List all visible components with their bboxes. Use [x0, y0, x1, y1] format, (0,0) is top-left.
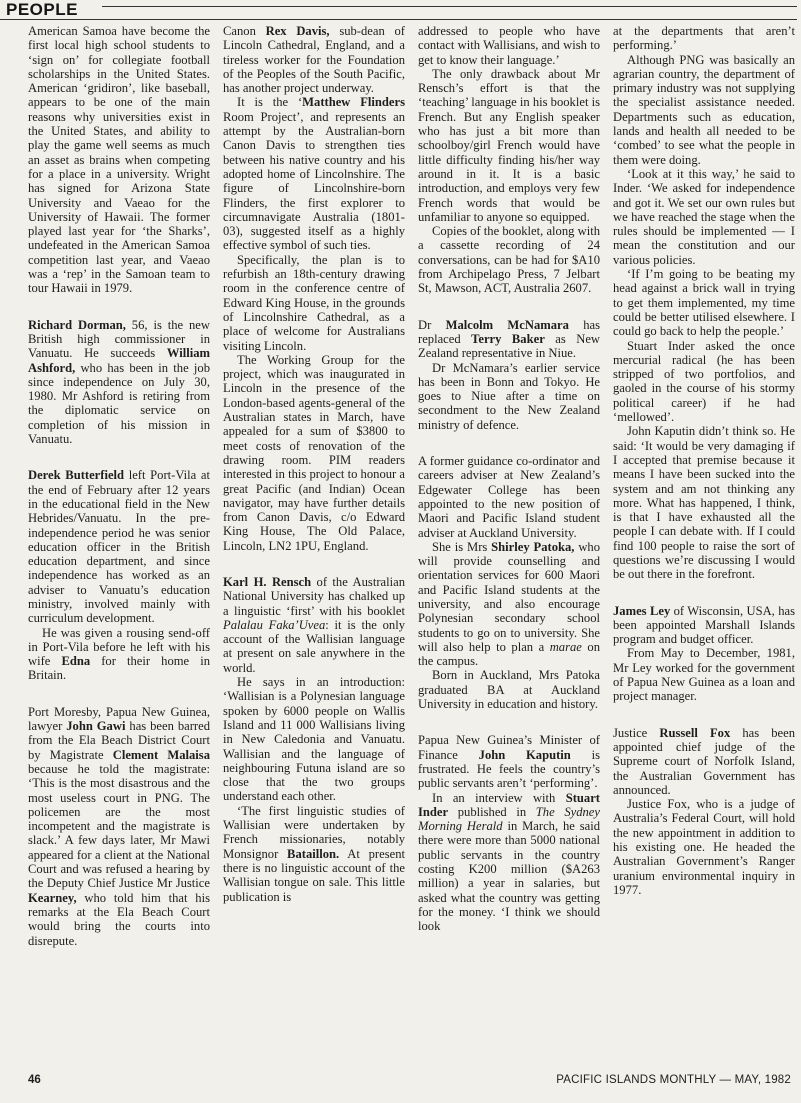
paragraph: The Working Group for the project, which was inaugurated in Lincoln in the presence of the London-based agents-general of the Australian states in March, have appealed for a sum of $3800 to meet costs of renovation of the drawing room. PIM readers interested in this project to honour a great Pacific (and Indian) Ocean navigator, may have further details from Canon Davis, c/o Edward King House, The Old Palace, Lincoln, LN2 1PU, England. [223, 352, 405, 553]
paragraph: Justice Russell Fox has been appointed chief judge of the Supreme court of Norfolk Island, the Australian Government has announced. [613, 725, 795, 797]
paragraph: Derek Butterfield left Port-Vila at the end of February after 12 years in the educational field in the New Hebrides/Vanuatu. In the pre-independence period he was senior education officer in the British education department, and since independence has worked as an adviser to Vanuatu’s education ministry, involved mainly with curriculum development. [28, 468, 210, 626]
paragraph: Port Moresby, Papua New Guinea, lawyer John Gawi has been barred from the Ela Beach District Court by Magistrate Clement Malaisa because he told the magistrate: ‘This is the most disastrous and the most useless court in PNG. The policemen are the most incompetent and the magistrate is slack.’ A few days later, Mr Mawi appeared for a client at the National Court and was refused a hearing by the Deputy Chief Justice Mr Justice Kearney, who told him that his remarks at the Ela Beach Court would bring the courts into disrepute. [28, 704, 210, 948]
page-header [0, 0, 801, 22]
column-4 [613, 24, 795, 1066]
paragraph: Born in Auckland, Mrs Patoka graduated BA at Auckland University in education and history. [418, 668, 600, 712]
paragraph: From May to December, 1981, Mr Ley worked for the government of Papua New Guinea as a loan and project manager. [613, 646, 795, 704]
paragraph: American Samoa have become the first local high school students to ‘sign on’ for collegiate football scholarships in the United States. American ‘gridiron’, like baseball, appears to be one of the main reasons why universities exist in the United States, and ability to play the game well seems as much an asset as brains when competing for a place in a university. Wright has signed for Arizona State University and Vaeao for the University of Hawaii. The former played last year for ‘the Sharks’, undefeated in the American Samoa competition last year, and Vaeao was a ‘rep’ in the Samoan team to tour Hawaii in 1979. [28, 24, 210, 296]
paragraph: Dr Malcolm McNamara has replaced Terry Baker as New Zealand representative in Niue. [418, 317, 600, 361]
section-title: PEOPLE [6, 0, 78, 19]
paragraph: James Ley of Wisconsin, USA, has been appointed Marshall Islands program and budget officer. [613, 603, 795, 647]
paragraph: Justice Fox, who is a judge of Australia’s Federal Court, will hold the new appointment in addition to his existing one. He headed the Australian Government’s Ranger uranium environmental inquiry in 1977. [613, 797, 795, 897]
page-number: 46 [28, 1074, 41, 1086]
paragraph: John Kaputin didn’t think so. He said: ‘It would be very damaging if I accepted that premise because it means I have been sucked into the system and am not thinking any more. What has happened, I think, is that I have exhausted all the people I can debate with. If I could find 100 people to raise the sort of questions we’re discussing I would be out there in the forefront. [613, 424, 795, 582]
paragraph: ‘The first linguistic studies of Wallisian were undertaken by French missionaries, notably Monsignor Bataillon. At present there is no linguistic account of the Wallisian tongue on sale. This little publication is [223, 803, 405, 904]
paragraph: She is Mrs Shirley Patoka, who will provide counselling and orientation services for 600 Maori and Pacific Island students at the university, and also encourage Polynesian secondary school students to go on to university. She will also help to plan a marae on the campus. [418, 539, 600, 669]
paragraph: He says in an introduction: ‘Wallisian is a Polynesian language spoken by 6000 people on Wallis Island and 11 000 Wallisians living in New Caledonia and Vanuatu. Wallisian and the language of neighbouring Futuna island are so close that the two groups understand each other. [223, 675, 405, 804]
paragraph: Copies of the booklet, along with a cassette recording of 24 conversations, can be had for $A10 from Archipelago Press, 7 Jelbart St, Mawson, ACT, Australia 2607. [418, 224, 600, 296]
paragraph: Karl H. Rensch of the Australian National University has chalked up a linguistic ‘first’ with his booklet Palalau Faka’Uvea: it is the only account of the Wallisian language at present on sale anywhere in the world. [223, 574, 405, 675]
column-2 [223, 24, 405, 1066]
paragraph: He was given a rousing send-off in Port-Vila before he left with his wife Edna for their home in Britain. [28, 625, 210, 683]
paragraph: Canon Rex Davis, sub-dean of Lincoln Cathedral, England, and a tireless worker for the Foundation of the Peoples of the South Pacific, has another project underway. [223, 24, 405, 96]
paragraph: A former guidance co-ordinator and careers adviser at New Zealand’s Edgewater College has been appointed to the new position of Maori and Pacific Island student adviser at Auckland University. [418, 454, 600, 540]
paragraph: Stuart Inder asked the once mercurial radical (he has been stripped of two portfolios, and gaoled in the course of his stormy political career) if he had ‘mellowed’. [613, 338, 795, 425]
column-1 [28, 24, 210, 1066]
paragraph: Specifically, the plan is to refurbish an 18th-century drawing room in the conference centre of Edward King House, in the grounds of Lincolnshire Cathedral, as a place of welcome for Australians visiting Lincoln. [223, 252, 405, 353]
paragraph: at the departments that aren’t performing.’ [613, 24, 795, 53]
paragraph: Although PNG was basically an agrarian country, the department of primary industry was not supplying the specialist assistance needed. Departments such as education, lands and health all needed to be ‘combed’ to see what the people in them were doing. [613, 52, 795, 167]
paragraph: ‘If I’m going to be beating my head against a brick wall in trying to get them implemented, my time could be better utilised elsewhere. I could go back to help the people.’ [613, 267, 795, 339]
paragraph: Papua New Guinea’s Minister of Finance John Kaputin is frustrated. He feels the country’s public servants aren’t ‘performing’. [418, 733, 600, 791]
paragraph: Richard Dorman, 56, is the new British high commissioner in Vanuatu. He succeeds William Ashford, who has been in the job since independence on July 30, 1980. Mr Ashford is retiring from the diplomatic service on completion of his mission in Vanuatu. [28, 317, 210, 447]
header-rule-lower [0, 19, 797, 20]
paragraph: In an interview with Stuart Inder published in The Sydney Morning Herald in March, he said there were more than 5000 national public servants in the country costing K200 million ($A263 million) a year in salaries, but asked what the country was getting for the money. ‘I think we should look [418, 790, 600, 934]
article-columns [28, 24, 796, 1066]
paragraph: ‘Look at it this way,’ he said to Inder. ‘We asked for independence and got it. We set our own rules but we have reached the stage when the rules should be implemented — I mean the constitution and our various policies. [613, 166, 795, 267]
paragraph: The only drawback about Mr Rensch’s effort is that the ‘teaching’ language in his booklet is French. But any English speaker who has just a bit more than schoolboy/girl French would have little difficulty finding his/her way around in it. It is a basic introduction, and employs very few French words that would be unfamiliar to anyone so equipped. [418, 66, 600, 224]
column-3 [418, 24, 600, 1066]
publication-footer: PACIFIC ISLANDS MONTHLY — MAY, 1982 [556, 1074, 791, 1086]
header-rule [102, 6, 797, 7]
paragraph: addressed to people who have contact with Wallisians, and wish to get to know their language.’ [418, 24, 600, 67]
page-footer [0, 1074, 801, 1090]
paragraph: Dr McNamara’s earlier service has been in Bonn and Tokyo. He goes to Niue after a time on secondment to the New Zealand ministry of defence. [418, 360, 600, 432]
paragraph: It is the ‘Matthew Flinders Room Project’, and represents an attempt by the Australian-born Canon Davis to strengthen ties between his native country and his adopted home of Lincolnshire. The figure of Lincolnshire-born Flinders, the first explorer to circumnavigate Australia (1801-03), suggested itself as a highly effective symbol of such ties. [223, 95, 405, 253]
